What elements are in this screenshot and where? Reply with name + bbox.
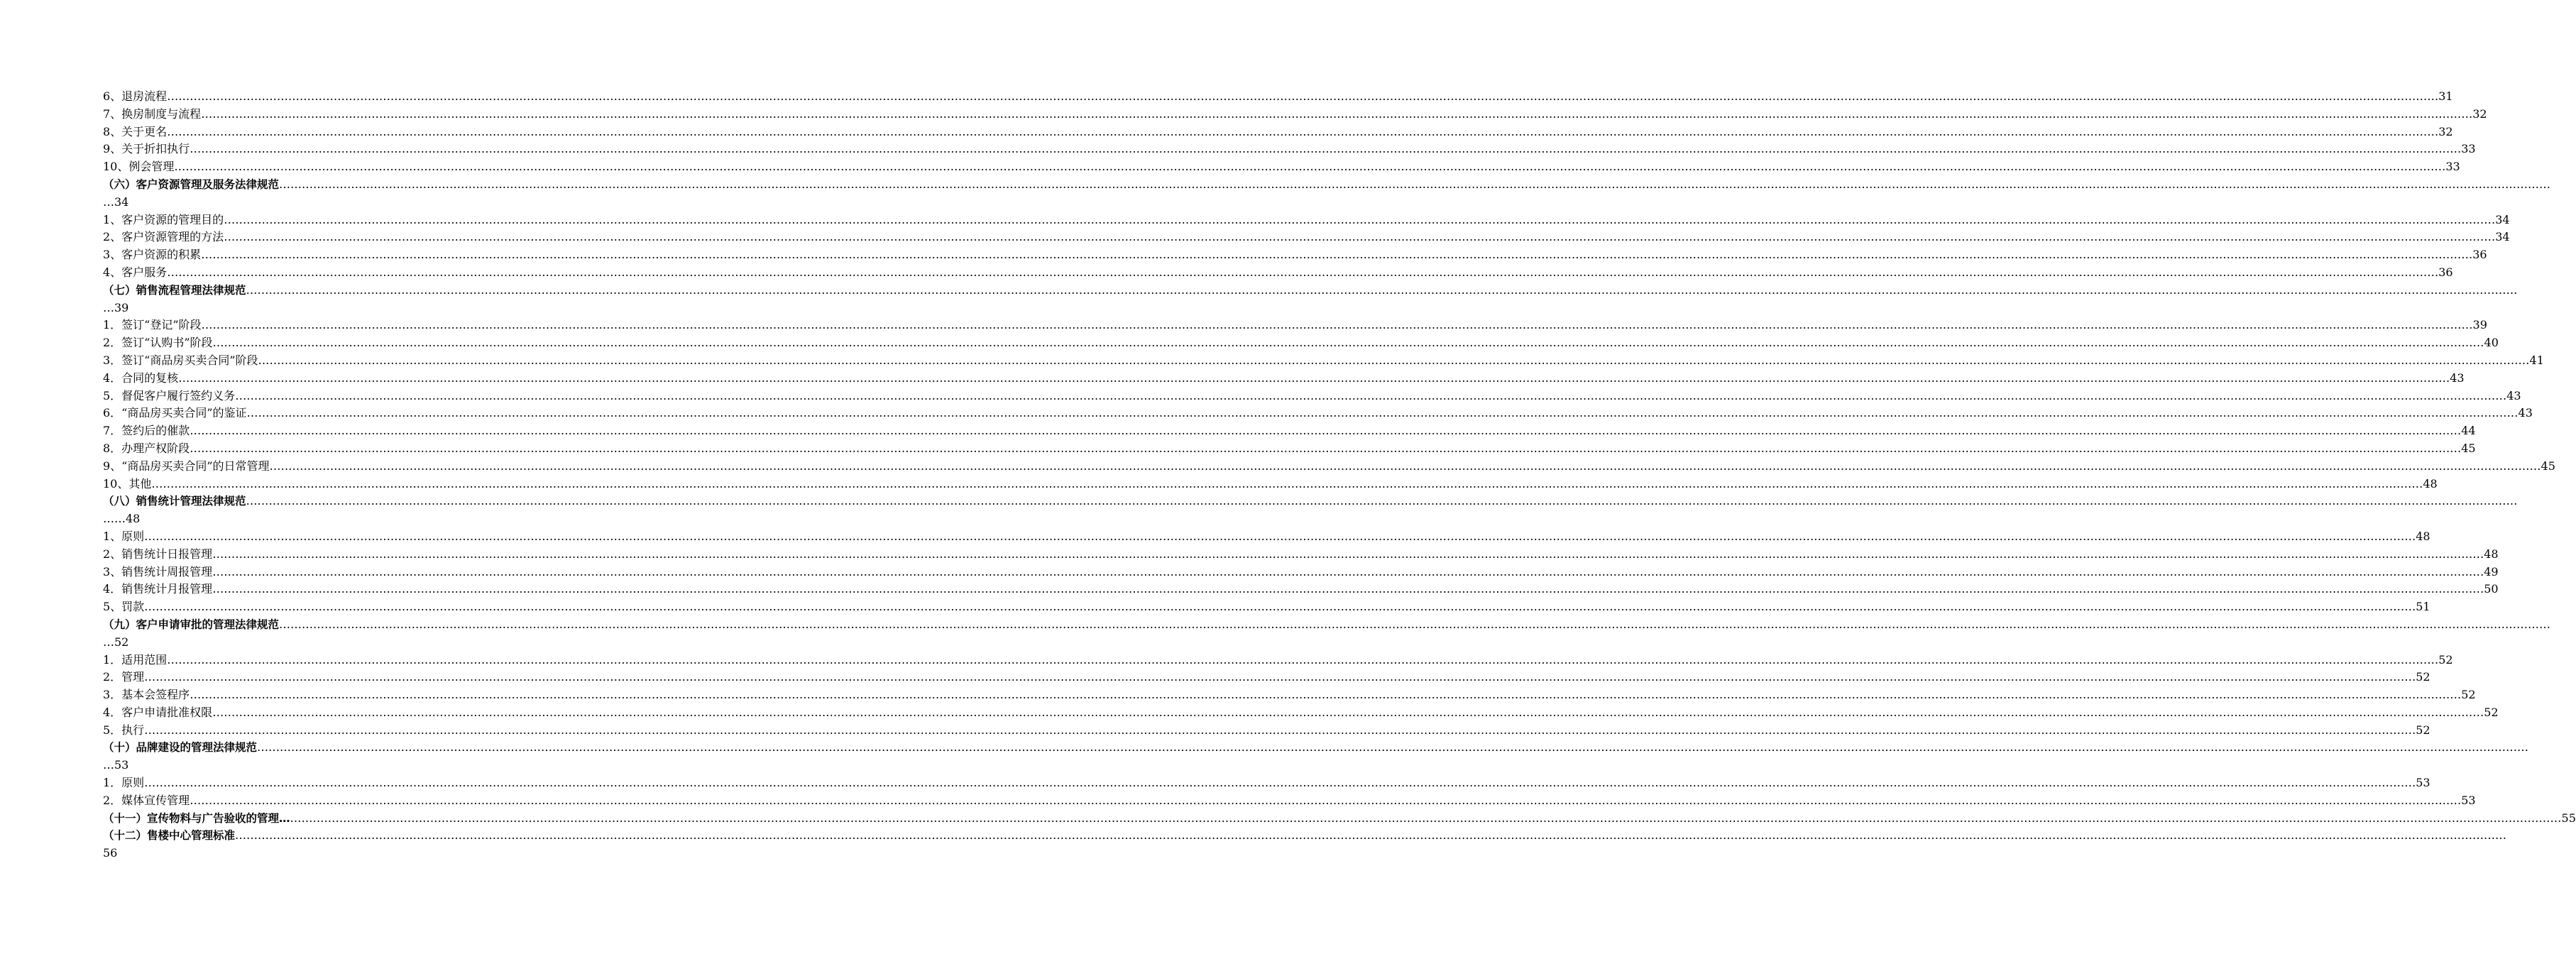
toc-page-number: 34 (2495, 230, 2510, 244)
toc-page-number: 32 (2438, 124, 2453, 138)
toc-entry-title: （七）销售流程管理法律规范 (103, 283, 246, 297)
toc-leader-dots: …………………………………………………………………………………………………………………………………………………………………………………………………………………………………………………………………………………………………………………………………………………………………………………………………………………………………………………………………………………………………………………………………………………… (224, 212, 2496, 226)
toc-entry-title: 6、退房流程 (103, 89, 168, 103)
toc-leader-dots: …… (103, 512, 126, 526)
toc-page-number: 53 (2461, 793, 2476, 807)
toc-entry (103, 124, 2453, 141)
toc-entry-title: 4．销售统计月报管理 (103, 582, 213, 596)
toc-leader-dots: …………………………………………………………………………………………………………………………………………………………………………………………………………………………………………………………………………………………………………………………………………………………………………………………………………………………………………………………………………………………………………………………………………………… (201, 106, 2473, 121)
toc-entry-title: 6．“商品房买卖合同”的鉴证 (103, 406, 247, 420)
toc-entry-title: 4．合同的复核 (103, 371, 179, 385)
toc-entry (103, 704, 2499, 722)
toc-page-number: 52 (114, 635, 129, 649)
toc-page-number: 48 (2416, 529, 2430, 543)
toc-entry (103, 598, 2430, 616)
toc-page-number: 45 (2461, 441, 2476, 455)
toc-entry-title: 10、例会管理 (103, 160, 175, 174)
toc-leader-dots: …………………………………………………………………………………………………………………………………………………………………………………………………………………………………………………………………………………………………………………………………………………………………………………………………………………………………………………………………………………………………………………………………………………… (144, 723, 2416, 737)
toc-leader-dots: …………………………………………………………………………………………………………………………………………………………………………………………………………………………………………………………………………………………………………………………………………………………………………………………………………………………………………………………………………………………………………………………………………………… (201, 318, 2473, 332)
toc-entry (103, 581, 2499, 598)
toc-leader-dots: …………………………………………………………………………………………………………………………………………………………………………………………………………………………………………………………………………………………………………………………………………………………………………………………………………………………………………………………………………………………………………………………………………………… (167, 652, 2439, 667)
toc-page-number: 48 (2423, 476, 2438, 490)
toc-entry-title: 4．客户申请批准权限 (103, 705, 213, 719)
toc-page-number: 32 (2472, 106, 2487, 121)
toc-page-number: 33 (2461, 142, 2476, 156)
toc-entry-title: 3、销售统计周报管理 (103, 564, 213, 579)
toc-entry (103, 774, 2430, 792)
toc-page-number: 49 (2484, 564, 2499, 579)
toc-leader-dots: …………………………………………………………………………………………………………………………………………………………………………………………………………………………………………………………………………………………………………………………………………………………………………………………………………………………………………………………………………………………………………………………………………………… (167, 124, 2439, 138)
toc-entry-continuation (103, 634, 573, 652)
toc-leader-dots: …………………………………………………………………………………………………………………………………………………………………………………………………………………………………………………………………………………………………………………………………………………………………………………………………………………………………………………………………………………………………………………………………………………… (212, 547, 2484, 561)
toc-leader-dots: …………………………………………………………………………………………………………………………………………………………………………………………………………………………………………………………………………………………………………………………………………………………………………………………………………………………………………………………………………………………………………………………………………………… (246, 406, 2519, 420)
toc-page-number: 43 (2518, 406, 2533, 420)
toc-entry (103, 476, 2438, 493)
toc-entry (103, 212, 2510, 229)
toc-entry (103, 722, 2430, 740)
toc-leader-dots: …………………………………………………………………………………………………………………………………………………………………………………………………………………………………………………………………………………………………………………………………………………………………………………………………………………………………………………………………………………………………………………………………………………… (190, 142, 2462, 156)
toc-page-number: 40 (2484, 336, 2499, 350)
toc-page-number: 48 (2484, 547, 2499, 561)
toc-entry-title: 4、客户服务 (103, 265, 168, 279)
toc-entry-title: 1、原则 (103, 529, 145, 543)
toc-leader-dots: …………………………………………………………………………………………………………………………………………………………………………………………………………………………………………………………………………………………………………………………………………………………………………………………………………………………………………………………………………………………………………………………………………………… (190, 424, 2462, 438)
toc-entry-title: 3．基本会签程序 (103, 688, 190, 702)
toc-entry-title: （八）销售统计管理法律规范 (103, 495, 246, 508)
toc-entry-title: （十二）售楼中心管理标准 (103, 829, 236, 843)
toc-leader-dots: …………………………………………………………………………………………………………………………………………………………………………………………………………………………………………………………………………………………………………………………………………………………………………………………………………………………………………………………………………………………………………………………………………………… (167, 265, 2439, 279)
toc-leader-dots: …………………………………………………………………………………………………………………………………………………………………………………………………………………………………………………………………………………………………………………………………………………………………………………………………………………………………………………………………………………………………………………………………………………… (258, 353, 2530, 367)
toc-entry-title: 1．原则 (103, 776, 145, 790)
toc-entry-title: 1．适用范围 (103, 652, 168, 667)
toc-entry (103, 106, 2487, 124)
toc-page-number: 56 (103, 846, 118, 860)
toc-entry (103, 246, 2487, 264)
toc-entry-continuation (103, 300, 573, 317)
toc-leader-dots: …………………………………………………………………………………………………………………………………………………………………………………………………………………………………………………………………………………………………………………………………………………………………………………………………………………………………………………………………………………………………………………………………………………… (167, 89, 2439, 103)
toc-entry-title: 7．签约后的催款 (103, 424, 190, 438)
toc-leader-dots: …………………………………………………………………………………………………………………………………………………………………………………………………………………………………………………………………………………………………………………………………………………………………………………………………………………………………………………………………………………………………………………………………………………… (190, 688, 2462, 702)
toc-section-heading (103, 827, 2507, 845)
toc-leader-dots: …………………………………………………………………………………………………………………………………………………………………………………………………………………………………………………………………………………………………………………………………………………………………………………………………………………………………………………………………………………………………………………………………………………… (174, 160, 2446, 174)
toc-entry-title: （十一）宣传物料与广告验收的管理… (103, 811, 290, 825)
toc-leader-dots: …………………………………………………………………………………………………………………………………………………………………………………………………………………………………………………………………………………………………………………………………………………………………………………………………………………………………………………………………………………………………………………………………………………… (212, 336, 2484, 350)
toc-page-number: 52 (2484, 705, 2499, 719)
toc-entry-title: 2．媒体宣传管理 (103, 793, 190, 807)
toc-entry (103, 528, 2430, 546)
toc-entry-title: 7、换房制度与流程 (103, 106, 202, 121)
toc-leader-dots: … (103, 758, 114, 772)
toc-entry-title: 9、关于折扣执行 (103, 142, 190, 156)
toc-section-heading (103, 282, 2518, 300)
toc-leader-dots: …………………………………………………………………………………………………………………………………………………………………………………………………………………………………………………………………………………………………………………………………………………………………………………………………………………………………………………………………………………………………………………………………………………… (279, 617, 2551, 631)
toc-leader-dots: …………………………………………………………………………………………………………………………………………………………………………………………………………………………………………………………………………………………………………………………………………………………………………………………………………………………………………………………………………………………………………………………………………………… (144, 776, 2416, 790)
toc-entry (103, 334, 2499, 352)
toc-leader-dots: …………………………………………………………………………………………………………………………………………………………………………………………………………………………………………………………………………………………………………………………………………………………………………………………………………………………………………………………………………………………………………………………………………………… (144, 529, 2416, 543)
toc-leader-dots: … (103, 635, 114, 649)
toc-leader-dots: …………………………………………………………………………………………………………………………………………………………………………………………………………………………………………………………………………………………………………………………………………………………………………………………………………………………………………………………………………………………………………………………………………………… (235, 828, 2507, 843)
toc-leader-dots: …………………………………………………………………………………………………………………………………………………………………………………………………………………………………………………………………………………………………………………………………………………………………………………………………………………………………………………………………………………………………………………………………………………… (290, 811, 2562, 825)
toc-entry (103, 686, 2476, 704)
toc-page-number: 44 (2461, 424, 2476, 438)
toc-entry-title: （十）品牌建设的管理法律规范 (103, 741, 258, 755)
toc-leader-dots: …………………………………………………………………………………………………………………………………………………………………………………………………………………………………………………………………………………………………………………………………………………………………………………………………………………………………………………………………………………………………………………………………………………… (246, 283, 2518, 297)
toc-page-number: 33 (2445, 160, 2460, 174)
toc-entry-continuation (103, 757, 573, 774)
toc-entry (103, 88, 2453, 106)
toc-entry (103, 669, 2430, 686)
toc-leader-dots: … (103, 300, 114, 314)
toc-entry-title: 5．督促客户履行签约义务 (103, 388, 236, 402)
toc-section-heading (103, 493, 2518, 510)
toc-leader-dots: …………………………………………………………………………………………………………………………………………………………………………………………………………………………………………………………………………………………………………………………………………………………………………………………………………………………………………………………………………………………………………………………………………………… (279, 177, 2551, 191)
toc-entry-continuation (103, 845, 573, 862)
toc-entry (103, 652, 2453, 669)
toc-page-number: 34 (2495, 212, 2510, 226)
toc-entry-title: 5、罚款 (103, 600, 145, 614)
toc-entry-title: 8、关于更名 (103, 124, 168, 138)
toc-leader-dots: …………………………………………………………………………………………………………………………………………………………………………………………………………………………………………………………………………………………………………………………………………………………………………………………………………………………………………………………………………………………………………………………………………………… (212, 705, 2484, 719)
toc-entry-title: 10、其他 (103, 476, 152, 490)
toc-entry-title: 2．管理 (103, 670, 145, 684)
toc-entry-title: 3．签订“商品房买卖合同”阶段 (103, 353, 258, 367)
toc-leader-dots: …………………………………………………………………………………………………………………………………………………………………………………………………………………………………………………………………………………………………………………………………………………………………………………………………………………………………………………………………………………………………………………………………………………… (144, 670, 2416, 684)
toc-entry (103, 546, 2499, 564)
toc-leader-dots: …………………………………………………………………………………………………………………………………………………………………………………………………………………………………………………………………………………………………………………………………………………………………………………………………………………………………………………………………………………………………………………………………………………… (178, 371, 2450, 385)
toc-entry-title: 2．签订“认购书”阶段 (103, 336, 213, 350)
toc-leader-dots: …………………………………………………………………………………………………………………………………………………………………………………………………………………………………………………………………………………………………………………………………………………………………………………………………………………………………………………………………………………………………………………………………………………… (212, 582, 2484, 596)
toc-page-number: 52 (2461, 688, 2476, 702)
toc-leader-dots: …………………………………………………………………………………………………………………………………………………………………………………………………………………………………………………………………………………………………………………………………………………………………………………………………………………………………………………………………………………………………………………………………………………… (235, 388, 2507, 402)
toc-entry (103, 564, 2499, 581)
toc-page-number: 55 (2561, 811, 2576, 825)
toc-page-number: 39 (114, 300, 129, 314)
toc-section-heading (103, 739, 2529, 757)
toc-entry-title: （九）客户申请审批的管理法律规范 (103, 618, 280, 631)
toc-page-number: 43 (2450, 371, 2465, 385)
toc-entry (103, 317, 2487, 334)
toc-entry-title: （六）客户资源管理及服务法律规范 (103, 177, 280, 191)
toc-entry (103, 422, 2476, 440)
toc-entry-title: 9、“商品房买卖合同”的日常管理 (103, 459, 270, 473)
toc-leader-dots: …………………………………………………………………………………………………………………………………………………………………………………………………………………………………………………………………………………………………………………………………………………………………………………………………………………………………………………………………………………………………………………………………………………… (212, 564, 2484, 579)
toc-page-number: 50 (2484, 582, 2499, 596)
toc-entry (103, 229, 2510, 246)
toc-page-number: 39 (2472, 318, 2487, 332)
toc-entry-title: 1．签订“登记”阶段 (103, 318, 202, 332)
toc-leader-dots: …………………………………………………………………………………………………………………………………………………………………………………………………………………………………………………………………………………………………………………………………………………………………………………………………………………………………………………………………………………………………………………………………………………… (257, 740, 2529, 755)
toc-entry-title: 3、客户资源的积累 (103, 248, 202, 262)
toc-entry-title: 2、销售统计日报管理 (103, 547, 213, 561)
toc-page-number: 53 (2416, 776, 2430, 790)
toc-entry (103, 458, 2555, 476)
toc-page-number: 36 (2438, 265, 2453, 279)
toc-leader-dots: …………………………………………………………………………………………………………………………………………………………………………………………………………………………………………………………………………………………………………………………………………………………………………………………………………………………………………………………………………………………………………………………………………………… (190, 441, 2462, 455)
toc-page-number: 41 (2529, 353, 2544, 367)
toc-page-number: 36 (2472, 248, 2487, 262)
toc-page-number: 45 (2541, 459, 2555, 473)
toc-entry (103, 792, 2476, 810)
toc-entry (103, 388, 2521, 405)
toc-page-number: 52 (2416, 670, 2430, 684)
toc-page-number: 48 (126, 512, 141, 526)
toc-leader-dots: …………………………………………………………………………………………………………………………………………………………………………………………………………………………………………………………………………………………………………………………………………………………………………………………………………………………………………………………………………………………………………………………………………………… (246, 494, 2518, 508)
toc-entry-continuation (103, 510, 573, 528)
toc-entry-title: 1、客户资源的管理目的 (103, 212, 224, 226)
toc-leader-dots: …………………………………………………………………………………………………………………………………………………………………………………………………………………………………………………………………………………………………………………………………………………………………………………………………………………………………………………………………………………………………………………………………………………… (201, 248, 2473, 262)
toc-page-number: 51 (2416, 600, 2430, 614)
toc-page-number: 34 (114, 194, 129, 209)
toc-leader-dots: …………………………………………………………………………………………………………………………………………………………………………………………………………………………………………………………………………………………………………………………………………………………………………………………………………………………………………………………………………………………………………………………………………………… (269, 459, 2541, 473)
toc-entry (103, 141, 2476, 158)
toc-section-heading (103, 810, 2576, 828)
toc-entry (103, 158, 2460, 176)
toc-entry (103, 264, 2453, 282)
toc-entry (103, 370, 2465, 388)
toc-entry (103, 352, 2544, 370)
table-of-contents (103, 88, 2576, 862)
toc-leader-dots: …………………………………………………………………………………………………………………………………………………………………………………………………………………………………………………………………………………………………………………………………………………………………………………………………………………………………………………………………………………………………………………………………………………… (224, 230, 2496, 244)
toc-entry (103, 405, 2533, 422)
toc-page-number: 31 (2438, 89, 2453, 103)
toc-leader-dots: …………………………………………………………………………………………………………………………………………………………………………………………………………………………………………………………………………………………………………………………………………………………………………………………………………………………………………………………………………………………………………………………………………………… (190, 793, 2462, 807)
toc-page-number: 52 (2416, 723, 2430, 737)
toc-entry-title: 5．执行 (103, 723, 145, 737)
toc-leader-dots: …………………………………………………………………………………………………………………………………………………………………………………………………………………………………………………………………………………………………………………………………………………………………………………………………………………………………………………………………………………………………………………………………………………… (144, 600, 2416, 614)
toc-entry-continuation (103, 194, 573, 212)
toc-entry (103, 440, 2476, 458)
toc-leader-dots: …………………………………………………………………………………………………………………………………………………………………………………………………………………………………………………………………………………………………………………………………………………………………………………………………………………………………………………………………………………………………………………………………………………… (151, 476, 2423, 490)
toc-leader-dots: … (103, 194, 114, 209)
toc-page-number: 43 (2506, 388, 2521, 402)
toc-page-number: 53 (114, 758, 129, 772)
toc-page-number: 52 (2438, 652, 2453, 667)
toc-section-heading (103, 616, 2551, 634)
toc-section-heading (103, 176, 2551, 194)
toc-entry-title: 8．办理产权阶段 (103, 441, 190, 455)
toc-entry-title: 2、客户资源管理的方法 (103, 230, 224, 244)
